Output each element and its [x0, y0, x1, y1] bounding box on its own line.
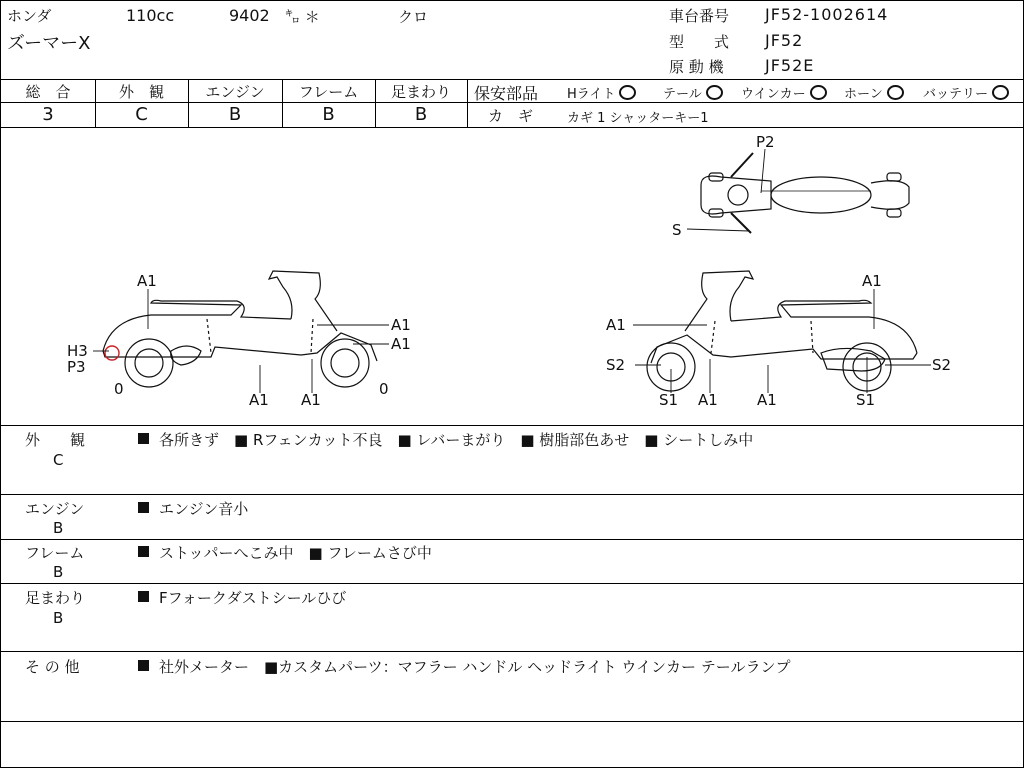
- type-value: JF52: [765, 31, 804, 50]
- bullet-icon: [138, 660, 149, 671]
- safety-horn: ホーン: [844, 83, 904, 102]
- grade-overall-label: 総 合: [25, 83, 71, 101]
- safety-battery: バッテリー: [923, 83, 1009, 102]
- label-a1: A1: [391, 335, 411, 353]
- remark-grade: B: [53, 519, 64, 537]
- remark-grade: C: [53, 451, 64, 469]
- safety-tail: テール: [663, 83, 723, 102]
- label-a1: A1: [862, 272, 882, 290]
- label-a1: A1: [606, 316, 626, 334]
- maker: ホンダ: [7, 7, 52, 25]
- label-s2: S2: [606, 356, 626, 374]
- label-h3: H3: [67, 342, 88, 360]
- label-a1: A1: [249, 391, 269, 409]
- divider: [1, 583, 1023, 584]
- divider: [1, 721, 1023, 722]
- remark-title: 外 観: [25, 431, 86, 449]
- label-a1: A1: [757, 391, 777, 409]
- damage-marker: [105, 346, 119, 360]
- engine-label: 原 動 機: [669, 58, 724, 76]
- label-a1: A1: [137, 272, 157, 290]
- mileage: 9402: [229, 6, 270, 25]
- bullet-icon: [138, 433, 149, 444]
- bullet-icon: [138, 546, 149, 557]
- remark-text: 各所きず ■ Rフェンカット不良 ■ レバーまがり ■ 樹脂部色あせ ■ シートしみ中: [138, 429, 753, 450]
- frame-no: JF52-1002614: [765, 5, 889, 24]
- label-s1: S1: [856, 391, 876, 409]
- grade-engine-label: エンジン: [205, 83, 265, 101]
- engine-model: JF52E: [765, 56, 815, 75]
- remark-grade: B: [53, 609, 64, 627]
- safety-label: 保安部品: [474, 84, 539, 103]
- color: クロ: [398, 8, 429, 26]
- divider: [1, 79, 1023, 80]
- label-a1: A1: [301, 391, 321, 409]
- remark-text: エンジン音小: [138, 498, 248, 519]
- type-label: 型 式: [669, 33, 730, 51]
- ok-mark: [619, 85, 636, 100]
- remark-title: フレーム: [25, 544, 85, 562]
- bullet-icon: [138, 502, 149, 513]
- label-s1: S1: [659, 391, 679, 409]
- label-s: S: [672, 221, 682, 239]
- grade-exterior: C: [135, 104, 148, 125]
- ok-mark: [706, 85, 723, 100]
- grade-frame-label: フレーム: [298, 83, 359, 101]
- damage-diagram: [1, 127, 1023, 425]
- label-s2: S2: [932, 356, 952, 374]
- remark-text: ストッパーへこみ中 ■ フレームさび中: [138, 542, 432, 563]
- divider: [467, 79, 468, 127]
- remark-title: 足まわり: [25, 589, 86, 607]
- key-value: カギ 1 シャッターキー1: [567, 111, 709, 126]
- ok-mark: [992, 85, 1009, 100]
- mileage-note: ㌔ ＊: [285, 8, 320, 26]
- ok-mark: [810, 85, 827, 100]
- bullet-icon: [138, 591, 149, 602]
- scooter-top-view: [701, 153, 909, 233]
- remark-text: Fフォークダストシールひび: [138, 587, 346, 608]
- divider: [1, 494, 1023, 495]
- remark-title: エンジン: [25, 500, 85, 518]
- label-p2: P2: [756, 133, 775, 151]
- label-zero: 0: [379, 380, 389, 398]
- displacement: 110cc: [126, 6, 175, 25]
- remark-title: そ の 他: [25, 658, 80, 676]
- divider: [1, 539, 1023, 540]
- label-a1: A1: [698, 391, 718, 409]
- model-name: ズーマーX: [7, 33, 91, 54]
- safety-winker: ウインカー: [741, 83, 827, 102]
- key-label: カ ギ: [488, 107, 534, 125]
- label-zero: 0: [114, 380, 124, 398]
- divider: [1, 425, 1023, 426]
- divider: [1, 651, 1023, 652]
- label-p3: P3: [67, 358, 86, 376]
- grade-suspension-label: 足まわり: [390, 83, 451, 101]
- remark-text: 社外メーター ■カスタムパーツ：マフラー ハンドル ヘッドライト ウインカー テールランプ: [138, 656, 790, 677]
- ok-mark: [887, 85, 904, 100]
- grade-exterior-label: 外 観: [118, 83, 164, 101]
- grade-engine: B: [228, 104, 242, 125]
- grade-overall: 3: [42, 104, 54, 125]
- grade-frame: B: [322, 104, 335, 125]
- label-a1: A1: [391, 316, 411, 334]
- remark-grade: B: [53, 563, 64, 581]
- safety-headlight: Hライト: [567, 83, 636, 102]
- grade-suspension: B: [414, 104, 428, 125]
- frame-no-label: 車台番号: [669, 7, 730, 25]
